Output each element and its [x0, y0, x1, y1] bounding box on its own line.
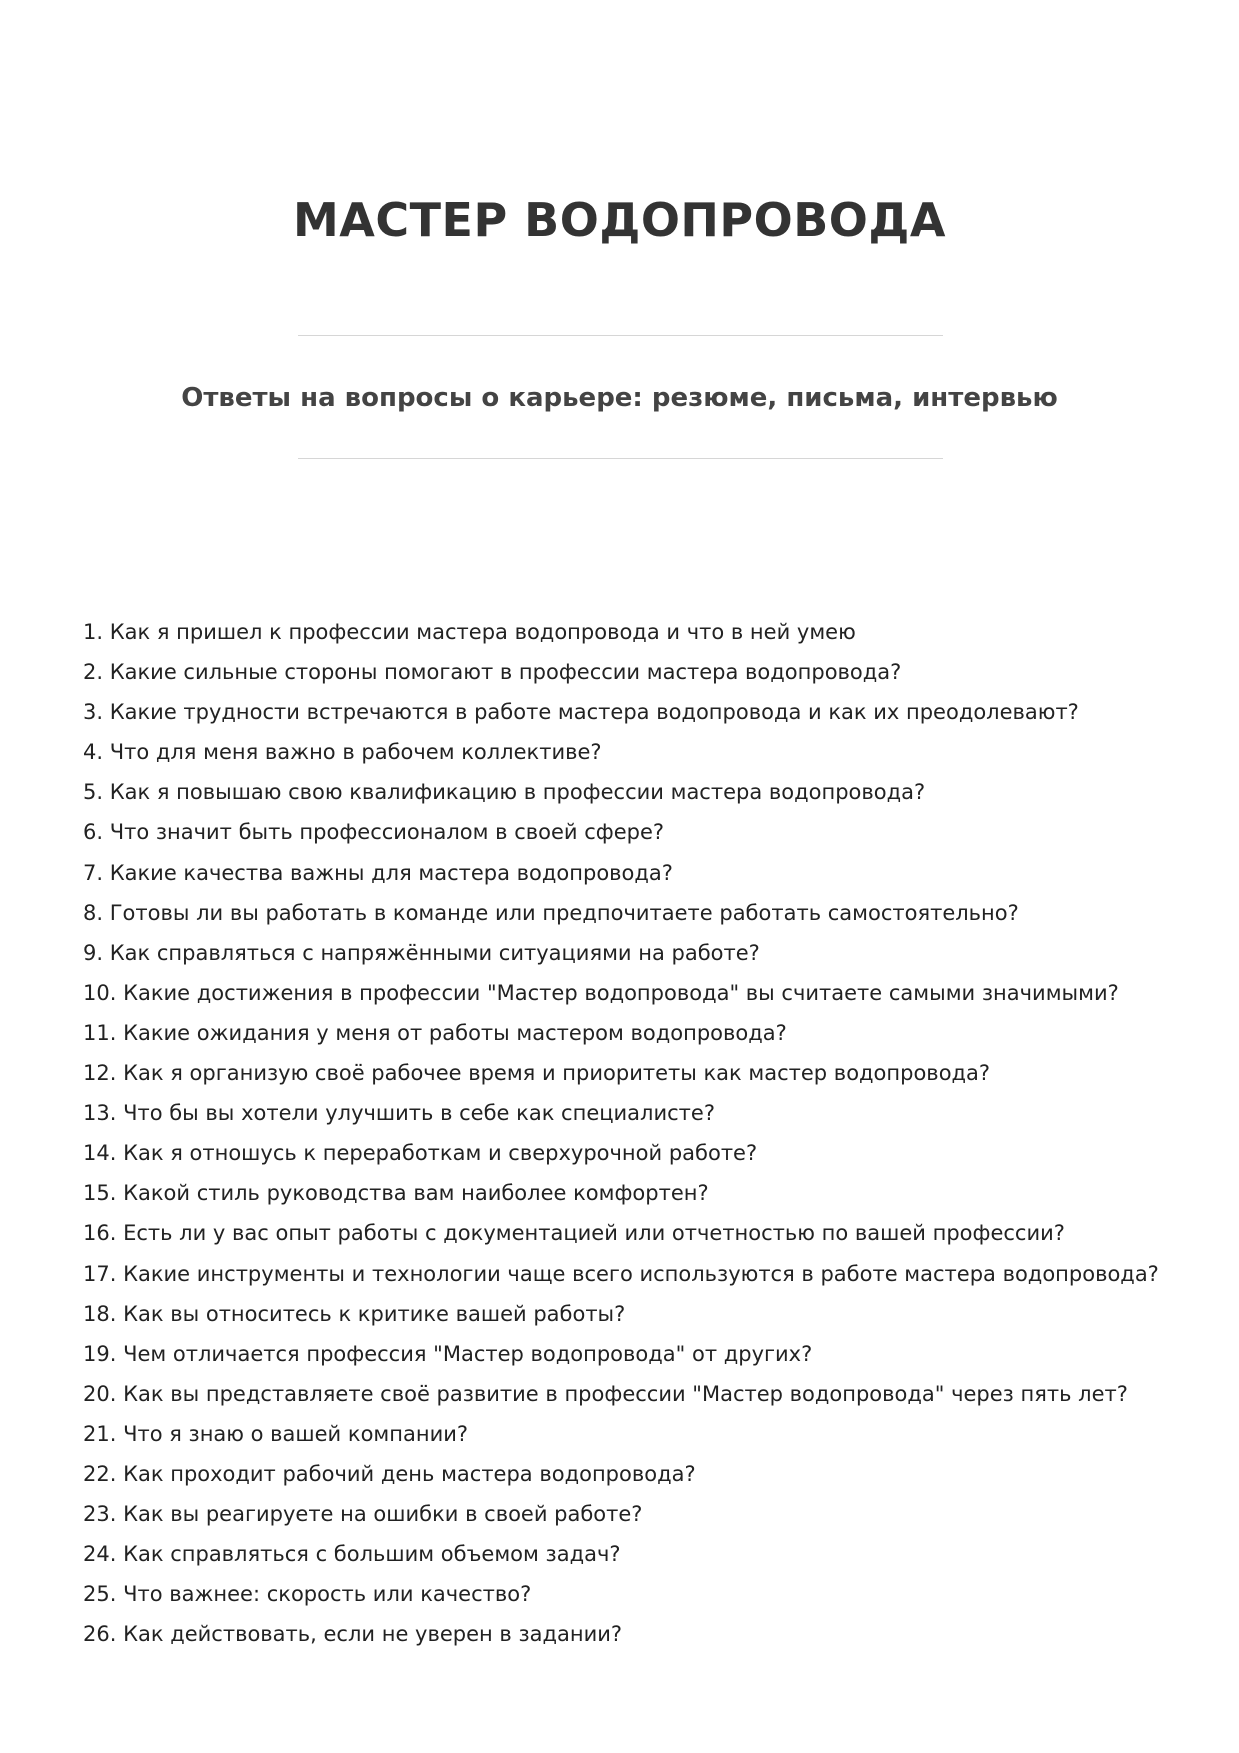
question-item: 1. Как я пришел к профессии мастера водопровода и что в ней умею: [83, 620, 856, 644]
divider-top: [298, 335, 943, 336]
question-item: 7. Какие качества важны для мастера водопровода?: [83, 860, 673, 885]
question-item: 17. Какие инструменты и технологии чаще всего используются в работе мастера водопровода?: [83, 1261, 1159, 1286]
question-item: 22. Как проходит рабочий день мастера водопровода?: [83, 1461, 696, 1486]
question-item: 19. Чем отличается профессия "Мастер водопровода" от других?: [83, 1341, 813, 1366]
divider-bottom: [298, 458, 943, 459]
question-item: 6. Что значит быть профессионалом в своей сфере?: [83, 820, 665, 845]
question-item: 11. Какие ожидания у меня от работы мастером водопровода?: [83, 1020, 787, 1045]
question-item: 26. Как действовать, если не уверен в задании?: [83, 1622, 623, 1647]
question-item: 13. Что бы вы хотели улучшить в себе как специалисте?: [83, 1101, 715, 1126]
question-item: 4. Что для меня важно в рабочем коллективе?: [83, 740, 602, 765]
question-item: 14. Как я отношусь к переработкам и сверхурочной работе?: [83, 1141, 758, 1166]
question-item: 9. Как справляться с напряжёнными ситуациями на работе?: [83, 940, 760, 965]
question-item: 12. Как я организую своё рабочее время и приоритеты как мастер водопровода?: [83, 1061, 991, 1086]
question-item: 10. Какие достижения в профессии "Мастер водопровода" вы считаете самыми значимыми?: [83, 980, 1119, 1005]
question-item: 23. Как вы реагируете на ошибки в своей работе?: [83, 1502, 643, 1527]
question-item: 20. Как вы представляете своё развитие в профессии "Мастер водопровода" через пять лет?: [83, 1381, 1128, 1406]
question-item: 2. Какие сильные стороны помогают в профессии мастера водопровода?: [83, 660, 902, 685]
page-title: МАСТЕР ВОДОПРОВОДА: [293, 193, 946, 247]
question-item: 5. Как я повышаю свою квалификацию в профессии мастера водопровода?: [83, 780, 926, 805]
question-item: 18. Как вы относитесь к критике вашей работы?: [83, 1301, 626, 1326]
question-item: 25. Что важнее: скорость или качество?: [83, 1582, 532, 1607]
question-item: 3. Какие трудности встречаются в работе мастера водопровода и как их преодолевают?: [83, 700, 1079, 725]
question-item: 21. Что я знаю о вашей компании?: [83, 1421, 469, 1446]
page-subtitle: Ответы на вопросы о карьере: резюме, письма, интервью: [181, 383, 1058, 413]
question-item: 15. Какой стиль руководства вам наиболее комфортен?: [83, 1181, 709, 1206]
question-item: 8. Готовы ли вы работать в команде или предпочитаете работать самостоятельно?: [83, 900, 1019, 925]
questions-list: [83, 612, 1173, 1654]
question-item: 16. Есть ли у вас опыт работы с документацией или отчетностью по вашей профессии?: [83, 1221, 1065, 1246]
question-item: 24. Как справляться с большим объемом задач?: [83, 1542, 621, 1567]
